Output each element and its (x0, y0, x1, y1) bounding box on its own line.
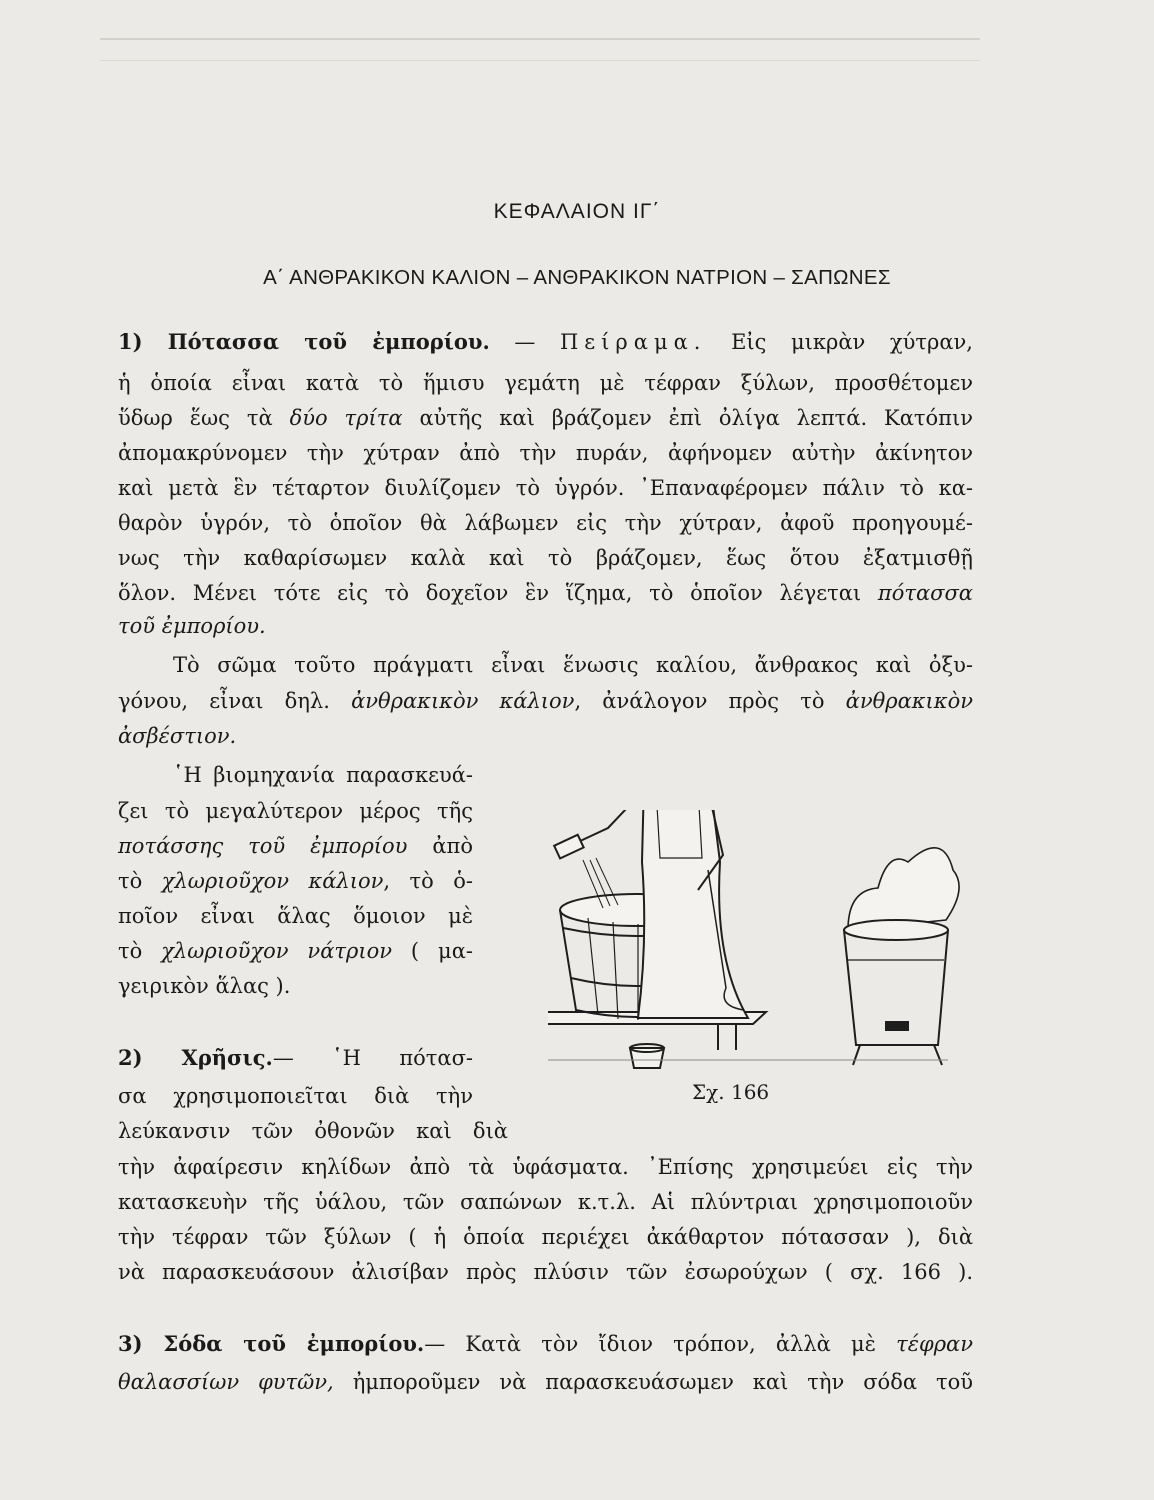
bleed-through-rule (100, 38, 980, 40)
chapter-heading: ΚΕΦΑΛΑΙΟΝ ΙΓ΄ (493, 200, 661, 223)
section-heading: 2) Χρῆσις. (118, 1045, 273, 1070)
text-line: λεύκανσιν τῶν ὀθονῶν καὶ διὰ (118, 1119, 508, 1143)
text-line: γόνου, εἶναι δηλ. ἀνθρακικὸν κάλιον, ἀνάλογον πρὸς τὸ ἀνθρακικὸν (118, 689, 973, 713)
text-line: Τὸ σῶμα τοῦτο πράγματι εἶναι ἕνωσις καλίου, ἄνθρακος καὶ ὀξυ- (173, 653, 973, 677)
figure-caption: Σχ. 166 (692, 1080, 770, 1104)
text-line: ἡ ὁποία εἶναι κατὰ τὸ ἥμισυ γεμάτη μὲ τέφραν ξύλων, προσθέτομεν (118, 371, 973, 395)
text-line: τὴν ἀφαίρεσιν κηλίδων ἀπὸ τὰ ὑφάσματα. ᾿Επίσης χρησιμεύει εἰς τὴν (118, 1155, 973, 1179)
text-line: 2) Χρῆσις.— ῾Η πότασ- (118, 1045, 473, 1070)
text-line: ἀπομακρύνομεν τὴν χύτραν ἀπὸ τὴν πυράν, ἀφήνομεν αὐτὴν ἀκίνητον (118, 441, 973, 465)
text-line: ποῖον εἶναι ἅλας ὅμοιον μὲ (118, 904, 473, 928)
text-line: ὅλον. Μένει τότε εἰς τὸ δοχεῖον ἓν ἵζημα, τὸ ὁποῖον λέγεται πότασσα (118, 581, 973, 605)
text-line: ἀσβέστιον. (118, 724, 237, 748)
text-line: σα χρησιμοποιεῖται διὰ τὴν (118, 1084, 473, 1108)
laundry-illustration (548, 810, 968, 1110)
text-line: ποτάσσης τοῦ ἐμπορίου ἀπὸ (118, 834, 473, 858)
small-bucket (630, 1044, 664, 1068)
text-line: τὸ χλωριοῦχον κάλιον, τὸ ὁ- (118, 869, 473, 893)
text-line: νὰ παρασκευάσουν ἀλισίβαν πρὸς πλύσιν τῶν ἐσωρούχων ( σχ. 166 ). (118, 1260, 973, 1284)
text-line: ζει τὸ μεγαλύτερον μέρος τῆς (118, 799, 473, 823)
text-line: νως τὴν καθαρίσωμεν καλὰ καὶ τὸ βράζομεν, ἕως ὅτου ἐξατμισθῇ (118, 546, 973, 570)
text-line: 3) Σόδα τοῦ ἐμπορίου.— Κατὰ τὸν ἴδιον τρόπον, ἀλλὰ μὲ τέφραν (118, 1331, 973, 1356)
text-line: θαρὸν ὑγρόν, τὸ ὁποῖον θὰ λάβωμεν εἰς τὴν χύτραν, ἀφοῦ προηγουμέ- (118, 511, 973, 535)
bleed-through-rule-2 (100, 60, 980, 61)
spaced-word: Πείραμα. (559, 330, 707, 354)
text-line: ὕδωρ ἕως τὰ δύο τρίτα αὐτῆς καὶ βράζομεν ἐπὶ ὀλίγα λεπτά. Κατόπιν (118, 406, 973, 430)
section-heading: 3) Σόδα τοῦ ἐμπορίου. (118, 1331, 425, 1356)
chapter-subtitle: Α΄ ΑΝΘΡΑΚΙΚΟΝ ΚΑΛΙΟΝ – ΑΝΘΡΑΚΙΚΟΝ ΝΑΤΡΙΟΝ – ΣΑΠΩΝΕΣ (263, 266, 891, 289)
text-line: 1) Πότασσα τοῦ ἐμπορίου. — Πείραμα. Εἰς μικρὰν χύτραν, (118, 329, 973, 354)
text-line: ῾Η βιομηχανία παρασκευά- (173, 763, 473, 787)
text-line: κατασκευὴν τῆς ὑάλου, τῶν σαπώνων κ.τ.λ. Αἱ πλύντριαι χρησιμοποιοῦν (118, 1190, 973, 1214)
text-line: τὴν τέφραν τῶν ξύλων ( ἡ ὁποία περιέχει ἀκάθαρτον πότασσαν ), διὰ (118, 1225, 973, 1249)
text-line: γειρικὸν ἅλας ). (118, 974, 291, 998)
text-line: τοῦ ἐμπορίου. (118, 614, 266, 638)
text-line: θαλασσίων φυτῶν, ἠμποροῦμεν νὰ παρασκευάσωμεν καὶ τὴν σόδα τοῦ (118, 1370, 974, 1394)
section-heading: 1) Πότασσα τοῦ ἐμπορίου. (118, 329, 490, 354)
text-line: καὶ μετὰ ἓν τέταρτον διυλίζομεν τὸ ὑγρόν. ᾿Επαναφέρομεν πάλιν τὸ κα- (118, 476, 973, 500)
steaming-boiler (844, 848, 959, 1065)
text-line: τὸ χλωριοῦχον νάτριον ( μα- (118, 939, 473, 963)
